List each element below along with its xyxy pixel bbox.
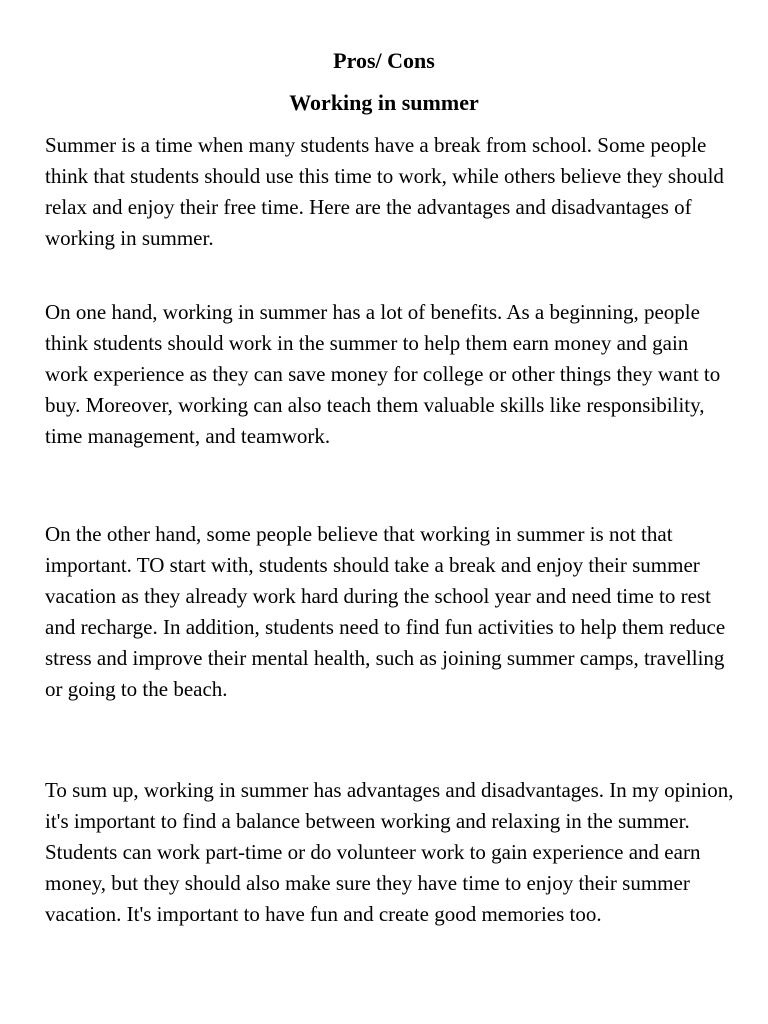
document-title: Pros/ Cons	[333, 48, 435, 73]
pros-paragraph: On one hand, working in summer has a lot of benefits. As a beginning, people think students should work in the summer to help them earn money and gain work experience as they can save money for college or other things they want to buy. Moreover, working can also teach them valuable skills like responsibility, time management, and teamwork.	[45, 300, 721, 448]
intro-paragraph: Summer is a time when many students have a break from school. Some people think that students should use this time to work, while others believe they should relax and enjoy their free time. Here are the advantages and disadvantages of working in summer.	[45, 133, 724, 250]
document-subtitle: Working in summer	[289, 90, 479, 115]
conclusion-paragraph: To sum up, working in summer has advantages and disadvantages. In my opinion, it's important to find a balance between working and relaxing in the summer. Students can work part-time or do volunteer work to gain experience and earn money, but they should also make sure they have time to enjoy their summer vacation. It's important to have fun and create good memories too.	[45, 778, 734, 926]
cons-paragraph: On the other hand, some people believe that working in summer is not that important. TO start with, students should take a break and enjoy their summer vacation as they already work hard during the school year and need time to rest and recharge. In addition, students need to find fun activities to help them reduce stress and improve their mental health, such as joining summer camps, travelling or going to the beach.	[45, 522, 726, 701]
